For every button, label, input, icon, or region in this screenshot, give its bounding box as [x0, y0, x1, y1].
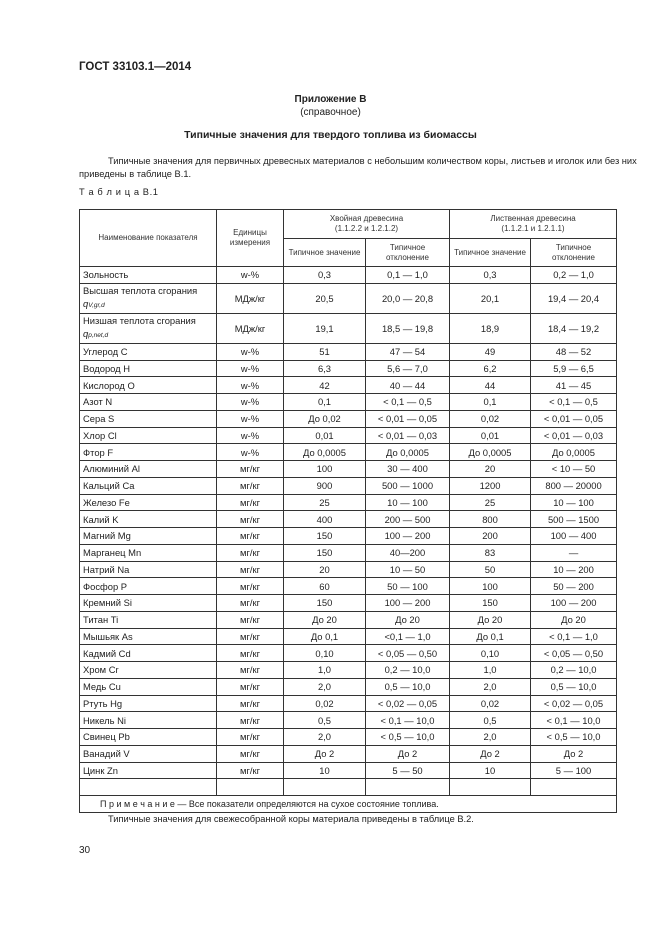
row-name: Фтор F	[80, 444, 217, 461]
softwood-deviation: 100 — 200	[366, 528, 450, 545]
softwood-deviation: 5,6 — 7,0	[366, 360, 450, 377]
row-unit: w-%	[217, 444, 284, 461]
hardwood-typical: 0,01	[450, 427, 531, 444]
hardwood-typical	[450, 779, 531, 796]
softwood-deviation: 20,0 — 20,8	[366, 283, 450, 313]
softwood-typical: 20	[284, 561, 366, 578]
row-unit: МДж/кг	[217, 283, 284, 313]
softwood-typical: 0,01	[284, 427, 366, 444]
table-row	[80, 377, 617, 394]
softwood-typical: 51	[284, 343, 366, 360]
hardwood-typical: 83	[450, 544, 531, 561]
hardwood-typical: 50	[450, 561, 531, 578]
section-title: Типичные значения для твердого топлива из биомассы	[184, 129, 477, 141]
hardwood-typical: До 0,0005	[450, 444, 531, 461]
row-name: Ртуть Hg	[80, 695, 217, 712]
hardwood-deviation: До 0,0005	[531, 444, 617, 461]
table-row	[80, 561, 617, 578]
softwood-deviation: 47 — 54	[366, 343, 450, 360]
row-unit	[217, 779, 284, 796]
row-unit: мг/кг	[217, 678, 284, 695]
intro-paragraph: Типичные значения для первичных древесных материалов с небольшим количеством коры, листьев и иголок или без них приведены в таблице В.1.	[79, 156, 637, 179]
table-row	[80, 695, 617, 712]
hardwood-deviation: 0,2 — 1,0	[531, 267, 617, 284]
table-row	[80, 578, 617, 595]
hardwood-deviation: < 0,05 — 0,50	[531, 645, 617, 662]
hardwood-typical: 0,02	[450, 695, 531, 712]
softwood-typical: 2,0	[284, 729, 366, 746]
row-unit: w-%	[217, 394, 284, 411]
softwood-deviation: 18,5 — 19,8	[366, 313, 450, 343]
softwood-deviation: < 0,5 — 10,0	[366, 729, 450, 746]
softwood-deviation: 10 — 50	[366, 561, 450, 578]
softwood-typical: 150	[284, 544, 366, 561]
hardwood-typical: 0,3	[450, 267, 531, 284]
after-paragraph: Типичные значения для свежесобранной коры материала приведены в таблице В.2.	[108, 814, 474, 824]
softwood-typical: 42	[284, 377, 366, 394]
row-name: Марганец Mn	[80, 544, 217, 561]
softwood-ref: (1.1.2.2 и 1.2.1.2)	[334, 224, 399, 233]
softwood-typical: 100	[284, 461, 366, 478]
table-row	[80, 595, 617, 612]
table-row	[80, 444, 617, 461]
table-row	[80, 528, 617, 545]
row-unit: мг/кг	[217, 745, 284, 762]
table-row	[80, 394, 617, 411]
hardwood-deviation: < 0,02 — 0,05	[531, 695, 617, 712]
symbol-subscript: p,net,d	[88, 332, 109, 340]
table-row	[80, 729, 617, 746]
row-unit: мг/кг	[217, 578, 284, 595]
row-name: Азот N	[80, 394, 217, 411]
row-name: Медь Cu	[80, 678, 217, 695]
softwood-typical: 6,3	[284, 360, 366, 377]
hardwood-typical: 2,0	[450, 678, 531, 695]
hardwood-typical: 150	[450, 595, 531, 612]
row-unit: w-%	[217, 377, 284, 394]
softwood-deviation: 10 — 100	[366, 494, 450, 511]
table-row	[80, 611, 617, 628]
hardwood-typical: 10	[450, 762, 531, 779]
hardwood-deviation	[531, 779, 617, 796]
hardwood-typical: 0,5	[450, 712, 531, 729]
softwood-deviation: 200 — 500	[366, 511, 450, 528]
row-unit: w-%	[217, 343, 284, 360]
row-unit: w-%	[217, 427, 284, 444]
hardwood-deviation: 0,5 — 10,0	[531, 678, 617, 695]
hardwood-typical: 49	[450, 343, 531, 360]
header-softwood-deviation: Типичное отклонение	[366, 239, 450, 267]
table-row	[80, 477, 617, 494]
row-name: Углерод C	[80, 343, 217, 360]
softwood-typical: 19,1	[284, 313, 366, 343]
row-name: Зольность	[80, 267, 217, 284]
hardwood-deviation: 100 — 400	[531, 528, 617, 545]
row-name: Калий K	[80, 511, 217, 528]
row-unit: мг/кг	[217, 611, 284, 628]
row-name: Железо Fe	[80, 494, 217, 511]
softwood-deviation: До 0,0005	[366, 444, 450, 461]
row-unit: мг/кг	[217, 712, 284, 729]
hardwood-typical: 1200	[450, 477, 531, 494]
hardwood-typical: 2,0	[450, 729, 531, 746]
softwood-typical	[284, 779, 366, 796]
softwood-typical: 0,5	[284, 712, 366, 729]
row-name: Алюминий Al	[80, 461, 217, 478]
row-unit: мг/кг	[217, 595, 284, 612]
softwood-typical: 0,3	[284, 267, 366, 284]
hardwood-deviation: 41 — 45	[531, 377, 617, 394]
row-name: Магний Mg	[80, 528, 217, 545]
hardwood-deviation: 50 — 200	[531, 578, 617, 595]
hardwood-typical: До 2	[450, 745, 531, 762]
softwood-deviation: 40 — 44	[366, 377, 450, 394]
row-name	[80, 313, 217, 343]
row-name: Ванадий V	[80, 745, 217, 762]
softwood-deviation: До 20	[366, 611, 450, 628]
softwood-deviation: 0,5 — 10,0	[366, 678, 450, 695]
header-softwood-typical: Типичное значение	[284, 239, 366, 267]
row-name	[80, 283, 217, 313]
hardwood-deviation: < 0,1 — 10,0	[531, 712, 617, 729]
table-row	[80, 410, 617, 427]
hardwood-typical: 18,9	[450, 313, 531, 343]
softwood-deviation: 40—200	[366, 544, 450, 561]
hardwood-deviation: До 2	[531, 745, 617, 762]
softwood-typical: 0,1	[284, 394, 366, 411]
row-name: Цинк Zn	[80, 762, 217, 779]
hardwood-deviation: 48 — 52	[531, 343, 617, 360]
hardwood-name: Лиственная древесина	[490, 214, 576, 223]
hardwood-typical: 44	[450, 377, 531, 394]
softwood-deviation	[366, 779, 450, 796]
hardwood-deviation: 800 — 20000	[531, 477, 617, 494]
softwood-typical: 0,10	[284, 645, 366, 662]
hardwood-typical: 0,10	[450, 645, 531, 662]
table-row	[80, 712, 617, 729]
hardwood-typical: До 0,1	[450, 628, 531, 645]
hardwood-deviation: 5,9 — 6,5	[531, 360, 617, 377]
row-name-text: Высшая теплота сгорания	[83, 285, 198, 297]
hardwood-deviation: < 0,01 — 0,03	[531, 427, 617, 444]
appendix-heading	[0, 93, 661, 119]
table-row	[80, 461, 617, 478]
row-name: Водород H	[80, 360, 217, 377]
row-name: Хлор Cl	[80, 427, 217, 444]
hardwood-deviation: < 0,01 — 0,05	[531, 410, 617, 427]
table-row	[80, 779, 617, 796]
table-row	[80, 313, 617, 343]
softwood-deviation: < 0,1 — 10,0	[366, 712, 450, 729]
row-name: Кремний Si	[80, 595, 217, 612]
table-row	[80, 283, 617, 313]
row-unit: мг/кг	[217, 729, 284, 746]
hardwood-typical: 6,2	[450, 360, 531, 377]
hardwood-typical: 100	[450, 578, 531, 595]
hardwood-typical: 20	[450, 461, 531, 478]
row-unit: w-%	[217, 360, 284, 377]
softwood-deviation: 30 — 400	[366, 461, 450, 478]
table-row	[80, 511, 617, 528]
hardwood-ref: (1.1.2.1 и 1.2.1.1)	[501, 224, 565, 233]
hardwood-deviation: 19,4 — 20,4	[531, 283, 617, 313]
softwood-typical: 2,0	[284, 678, 366, 695]
hardwood-typical: 200	[450, 528, 531, 545]
row-unit: мг/кг	[217, 695, 284, 712]
hardwood-typical: 0,02	[450, 410, 531, 427]
table-row	[80, 745, 617, 762]
hardwood-deviation: 18,4 — 19,2	[531, 313, 617, 343]
header-hardwood-typical: Типичное значение	[450, 239, 531, 267]
appendix-title: Приложение В	[294, 94, 367, 105]
table-row	[80, 628, 617, 645]
row-unit: мг/кг	[217, 528, 284, 545]
softwood-typical: 20,5	[284, 283, 366, 313]
row-unit: мг/кг	[217, 628, 284, 645]
table-row	[80, 762, 617, 779]
softwood-deviation: 500 — 1000	[366, 477, 450, 494]
row-name: Кальций Ca	[80, 477, 217, 494]
softwood-typical: 150	[284, 528, 366, 545]
table-note-row	[80, 796, 617, 813]
row-unit: мг/кг	[217, 762, 284, 779]
row-unit: мг/кг	[217, 561, 284, 578]
row-name-text: Низшая теплота сгорания	[83, 315, 196, 327]
softwood-typical: До 0,1	[284, 628, 366, 645]
header-hardwood	[450, 210, 617, 239]
hardwood-deviation: 500 — 1500	[531, 511, 617, 528]
table-note: П р и м е ч а н и е — Все показатели определяются на сухое состояние топлива.	[80, 796, 617, 813]
softwood-typical: 400	[284, 511, 366, 528]
softwood-deviation: 100 — 200	[366, 595, 450, 612]
table-row	[80, 494, 617, 511]
document-code: ГОСТ 33103.1—2014	[79, 61, 192, 73]
row-name: Мышьяк As	[80, 628, 217, 645]
hardwood-deviation: 5 — 100	[531, 762, 617, 779]
softwood-deviation: 5 — 50	[366, 762, 450, 779]
softwood-deviation: 0,2 — 10,0	[366, 662, 450, 679]
table-row	[80, 645, 617, 662]
header-softwood	[284, 210, 450, 239]
table-row	[80, 662, 617, 679]
row-unit: w-%	[217, 410, 284, 427]
softwood-typical: До 0,0005	[284, 444, 366, 461]
symbol-subscript: V,gr,d	[88, 302, 105, 310]
row-unit: МДж/кг	[217, 313, 284, 343]
softwood-deviation: < 0,02 — 0,05	[366, 695, 450, 712]
softwood-typical: 10	[284, 762, 366, 779]
page-number: 30	[79, 845, 91, 856]
hardwood-deviation: 100 — 200	[531, 595, 617, 612]
biomass-values-table	[79, 209, 617, 813]
row-name: Фосфор P	[80, 578, 217, 595]
hardwood-deviation: < 10 — 50	[531, 461, 617, 478]
table-row	[80, 343, 617, 360]
row-name: Титан Ti	[80, 611, 217, 628]
softwood-typical: 150	[284, 595, 366, 612]
softwood-typical: 0,02	[284, 695, 366, 712]
table-row	[80, 544, 617, 561]
row-unit: мг/кг	[217, 544, 284, 561]
table-row	[80, 678, 617, 695]
softwood-deviation: < 0,05 — 0,50	[366, 645, 450, 662]
softwood-typical: 25	[284, 494, 366, 511]
softwood-typical: 1,0	[284, 662, 366, 679]
softwood-typical: До 2	[284, 745, 366, 762]
row-unit: мг/кг	[217, 461, 284, 478]
softwood-typical: 900	[284, 477, 366, 494]
appendix-type: (справочное)	[300, 107, 361, 118]
hardwood-deviation: 10 — 100	[531, 494, 617, 511]
row-name: Кадмий Cd	[80, 645, 217, 662]
row-name: Никель Ni	[80, 712, 217, 729]
row-name: Кислород O	[80, 377, 217, 394]
softwood-typical: До 0,02	[284, 410, 366, 427]
symbol-q: q	[83, 328, 89, 340]
softwood-deviation: < 0,01 — 0,03	[366, 427, 450, 444]
row-unit: мг/кг	[217, 511, 284, 528]
hardwood-deviation: 0,2 — 10,0	[531, 662, 617, 679]
softwood-name: Хвойная древесина	[329, 214, 404, 223]
hardwood-typical: 0,1	[450, 394, 531, 411]
softwood-deviation: <0,1 — 1,0	[366, 628, 450, 645]
table-row	[80, 360, 617, 377]
hardwood-typical: 20,1	[450, 283, 531, 313]
row-name: Натрий Na	[80, 561, 217, 578]
row-unit: мг/кг	[217, 494, 284, 511]
hardwood-deviation: До 20	[531, 611, 617, 628]
hardwood-deviation: < 0,5 — 10,0	[531, 729, 617, 746]
row-unit: мг/кг	[217, 645, 284, 662]
hardwood-deviation: < 0,1 — 1,0	[531, 628, 617, 645]
hardwood-deviation: —	[531, 544, 617, 561]
softwood-deviation: < 0,01 — 0,05	[366, 410, 450, 427]
header-indicator: Наименование показателя	[80, 210, 217, 267]
hardwood-typical: 25	[450, 494, 531, 511]
softwood-deviation: До 2	[366, 745, 450, 762]
symbol-q: q	[83, 298, 89, 310]
softwood-typical: До 20	[284, 611, 366, 628]
row-unit: w-%	[217, 267, 284, 284]
header-unit: Единицы измерения	[217, 210, 284, 267]
softwood-deviation: < 0,1 — 0,5	[366, 394, 450, 411]
table-row	[80, 427, 617, 444]
softwood-deviation: 0,1 — 1,0	[366, 267, 450, 284]
softwood-typical: 60	[284, 578, 366, 595]
hardwood-typical: 1,0	[450, 662, 531, 679]
softwood-deviation: 50 — 100	[366, 578, 450, 595]
row-name: Сера S	[80, 410, 217, 427]
row-name: Свинец Pb	[80, 729, 217, 746]
row-name: Хром Cr	[80, 662, 217, 679]
row-unit: мг/кг	[217, 477, 284, 494]
hardwood-deviation: < 0,1 — 0,5	[531, 394, 617, 411]
hardwood-deviation: 10 — 200	[531, 561, 617, 578]
row-name	[80, 779, 217, 796]
row-unit: мг/кг	[217, 662, 284, 679]
hardwood-typical: 800	[450, 511, 531, 528]
header-hardwood-deviation: Типичное отклонение	[531, 239, 617, 267]
table-row	[80, 267, 617, 284]
hardwood-typical: До 20	[450, 611, 531, 628]
table-label: Т а б л и ц а В.1	[79, 187, 159, 197]
